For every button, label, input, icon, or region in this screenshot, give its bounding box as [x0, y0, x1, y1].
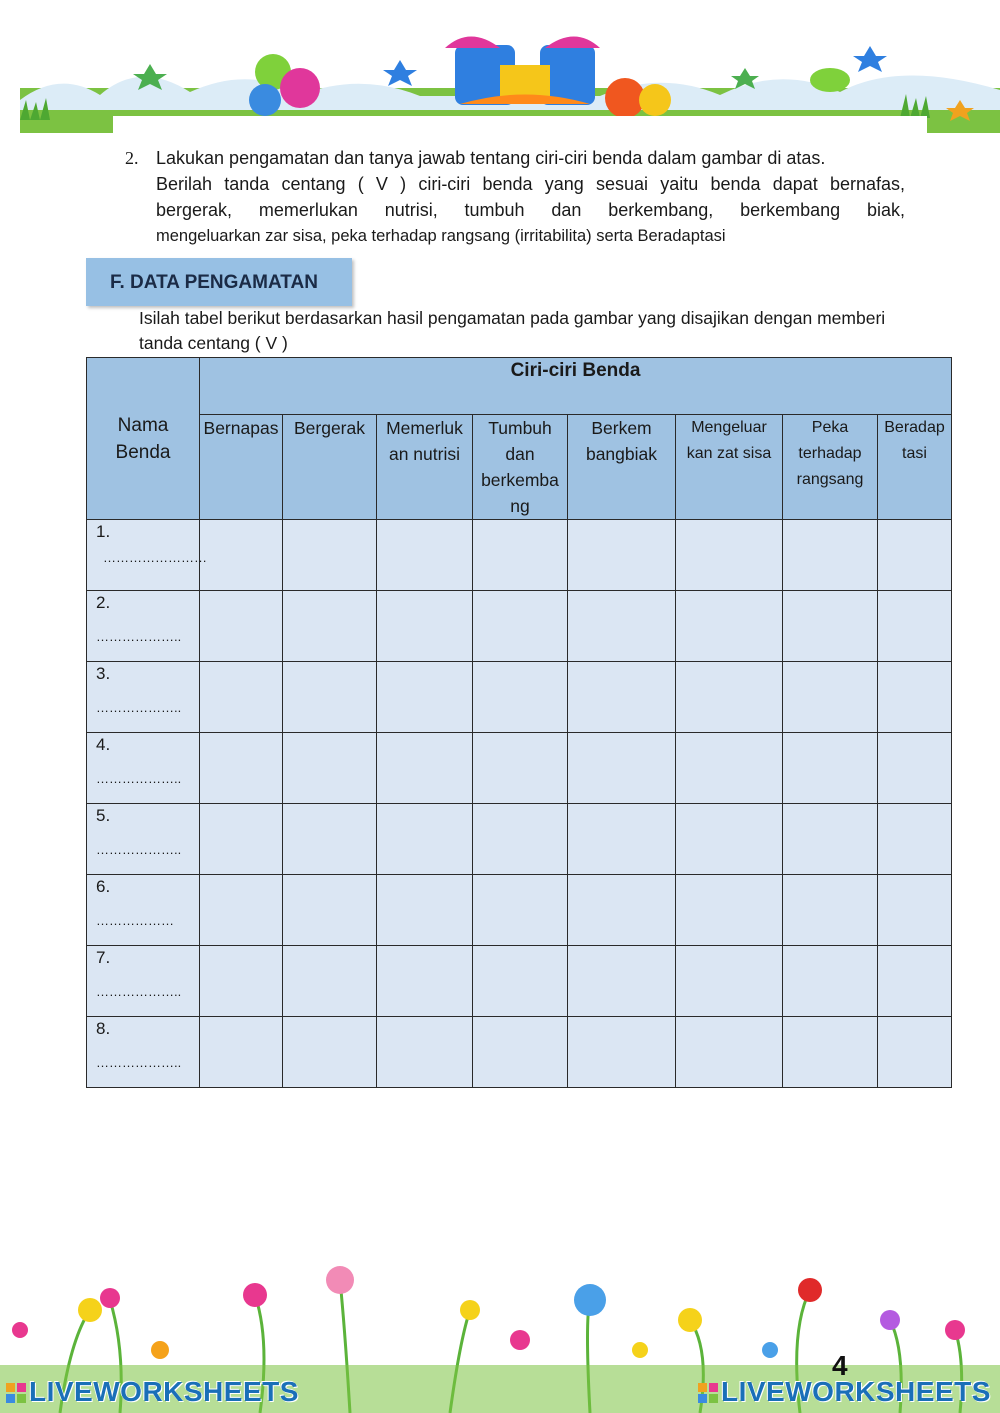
checkbox-cell[interactable] [200, 591, 283, 662]
checkbox-cell[interactable] [473, 733, 568, 804]
blank-answer-line: ……………….. [96, 700, 182, 715]
checkbox-cell[interactable] [473, 946, 568, 1017]
table-row [87, 733, 952, 804]
row-number: 8. [96, 1019, 111, 1038]
checkbox-cell[interactable] [676, 591, 783, 662]
checkbox-cell[interactable] [568, 1017, 676, 1088]
table-row [87, 804, 952, 875]
checkbox-cell[interactable] [676, 733, 783, 804]
row-number: 3. [96, 664, 111, 683]
col-header-peka: Peka terhadap rangsang [783, 415, 878, 520]
checkbox-cell[interactable] [377, 804, 473, 875]
col-header-zat-sisa: Mengeluar kan zat sisa [676, 415, 783, 520]
checkbox-cell[interactable] [568, 733, 676, 804]
checkbox-cell[interactable] [283, 875, 377, 946]
row-number: 4. [96, 735, 111, 754]
checkbox-cell[interactable] [783, 662, 878, 733]
checkbox-cell[interactable] [568, 520, 676, 591]
checkbox-cell[interactable] [200, 520, 283, 591]
table-row [87, 662, 952, 733]
liveworksheets-logo-icon [6, 1383, 26, 1403]
checkbox-cell[interactable] [283, 520, 377, 591]
col-header-berkembangbiak: Berkem bangbiak [568, 415, 676, 520]
checkbox-cell[interactable] [676, 946, 783, 1017]
checkbox-cell[interactable] [377, 662, 473, 733]
checkbox-cell[interactable] [377, 520, 473, 591]
col-header-bernapas: Bernapas [200, 415, 283, 520]
checkbox-cell[interactable] [676, 662, 783, 733]
checkbox-cell[interactable] [676, 804, 783, 875]
blank-answer-line: ……………….. [96, 842, 182, 857]
checkbox-cell[interactable] [283, 662, 377, 733]
table-row [87, 946, 952, 1017]
checkbox-cell[interactable] [283, 591, 377, 662]
checkbox-cell[interactable] [473, 875, 568, 946]
checkbox-cell[interactable] [878, 520, 952, 591]
checkbox-cell[interactable] [878, 662, 952, 733]
checkbox-cell[interactable] [783, 875, 878, 946]
page-number: 4 [832, 1350, 848, 1381]
checkbox-cell[interactable] [200, 804, 283, 875]
section-title: F. DATA PENGAMATAN [110, 272, 318, 293]
table-row [87, 1017, 952, 1088]
checkbox-cell[interactable] [200, 946, 283, 1017]
table-instruction [139, 306, 959, 356]
object-name-cell[interactable] [87, 804, 200, 875]
table-instruction-line: tanda centang ( V ) [139, 333, 288, 353]
checkbox-cell[interactable] [783, 1017, 878, 1088]
table-instruction-line: Isilah tabel berikut berdasarkan hasil pengamatan pada gambar yang disajikan dengan memberi [139, 308, 886, 328]
col-header-nutrisi: Memerluk an nutrisi [377, 415, 473, 520]
checkbox-cell[interactable] [878, 804, 952, 875]
instruction-number: 2. [125, 148, 139, 168]
observation-table [86, 357, 952, 1088]
checkbox-cell[interactable] [200, 733, 283, 804]
header-banner-illustration [0, 0, 1000, 140]
checkbox-cell[interactable] [676, 875, 783, 946]
col-header-beradaptasi: Beradap tasi [878, 415, 952, 520]
checkbox-cell[interactable] [878, 591, 952, 662]
liveworksheets-logo-icon [698, 1383, 718, 1403]
watermark-text: LIVEWORKSHEETS [29, 1376, 299, 1407]
row-number: 1. [96, 522, 111, 541]
object-name-cell[interactable] [87, 875, 200, 946]
checkbox-cell[interactable] [783, 520, 878, 591]
instruction-line: Berilah tanda centang ( V ) ciri-ciri benda yang sesuai yaitu benda dapat bernafas, [156, 174, 905, 194]
blank-answer-line: ……………….. [96, 984, 182, 999]
row-number: 2. [96, 593, 111, 612]
checkbox-cell[interactable] [878, 1017, 952, 1088]
checkbox-cell[interactable] [200, 662, 283, 733]
checkbox-cell[interactable] [283, 1017, 377, 1088]
checkbox-cell[interactable] [283, 733, 377, 804]
instruction-line: bergerak, memerlukan nutrisi, tumbuh dan berkembang, berkembang biak, [156, 200, 905, 220]
object-name-cell[interactable] [87, 591, 200, 662]
checkbox-cell[interactable] [283, 946, 377, 1017]
checkbox-cell[interactable] [568, 591, 676, 662]
checkbox-cell[interactable] [878, 875, 952, 946]
table-row [87, 520, 952, 591]
instruction-paragraph [125, 145, 905, 249]
object-name-cell[interactable] [87, 1017, 200, 1088]
checkbox-cell[interactable] [783, 591, 878, 662]
checkbox-cell[interactable] [377, 946, 473, 1017]
checkbox-cell[interactable] [783, 733, 878, 804]
watermark-right [698, 1376, 991, 1408]
checkbox-cell[interactable] [568, 875, 676, 946]
checkbox-cell[interactable] [676, 1017, 783, 1088]
checkbox-cell[interactable] [568, 662, 676, 733]
checkbox-cell[interactable] [878, 733, 952, 804]
checkbox-cell[interactable] [568, 804, 676, 875]
blank-answer-line: ……………… [96, 913, 174, 928]
checkbox-cell[interactable] [200, 1017, 283, 1088]
checkbox-cell[interactable] [377, 875, 473, 946]
checkbox-cell[interactable] [473, 591, 568, 662]
object-name-cell[interactable] [87, 733, 200, 804]
object-name-cell[interactable] [87, 662, 200, 733]
checkbox-cell[interactable] [783, 946, 878, 1017]
checkbox-cell[interactable] [473, 804, 568, 875]
blank-answer-line: …………………… [103, 550, 207, 565]
watermark-left [6, 1376, 299, 1408]
checkbox-cell[interactable] [473, 662, 568, 733]
table-row [87, 875, 952, 946]
name-header-line: Benda [115, 441, 171, 463]
characteristics-group-header: Ciri-ciri Benda [200, 358, 952, 415]
row-number: 6. [96, 877, 111, 896]
row-number: 5. [96, 806, 111, 825]
section-heading [86, 258, 352, 306]
object-name-cell[interactable] [87, 520, 207, 591]
checkbox-cell[interactable] [473, 1017, 568, 1088]
checkbox-cell[interactable] [377, 1017, 473, 1088]
checkbox-cell[interactable] [473, 520, 568, 591]
checkbox-cell[interactable] [377, 591, 473, 662]
instruction-line: mengeluarkan zar sisa, peka terhadap rangsang (irritabilita) serta Beradaptasi [156, 227, 726, 245]
instruction-line: Lakukan pengamatan dan tanya jawab tentang ciri-ciri benda dalam gambar di atas. [156, 148, 826, 168]
col-header-bergerak: Bergerak [283, 415, 377, 520]
checkbox-cell[interactable] [377, 733, 473, 804]
table-row [87, 591, 952, 662]
checkbox-cell[interactable] [783, 804, 878, 875]
name-column-header [87, 358, 200, 520]
checkbox-cell[interactable] [283, 804, 377, 875]
blank-answer-line: ……………….. [96, 771, 182, 786]
blank-answer-line: ……………….. [96, 629, 182, 644]
checkbox-cell[interactable] [200, 875, 283, 946]
watermark-text: LIVEWORKSHEETS [721, 1376, 991, 1407]
object-name-cell[interactable] [87, 946, 200, 1017]
checkbox-cell[interactable] [676, 520, 783, 591]
checkbox-cell[interactable] [878, 946, 952, 1017]
checkbox-cell[interactable] [568, 946, 676, 1017]
row-number: 7. [96, 948, 111, 967]
blank-answer-line: ……………….. [96, 1055, 182, 1070]
col-header-tumbuh: Tumbuh dan berkemba ng [473, 415, 568, 520]
name-header-line: Nama [117, 414, 169, 436]
